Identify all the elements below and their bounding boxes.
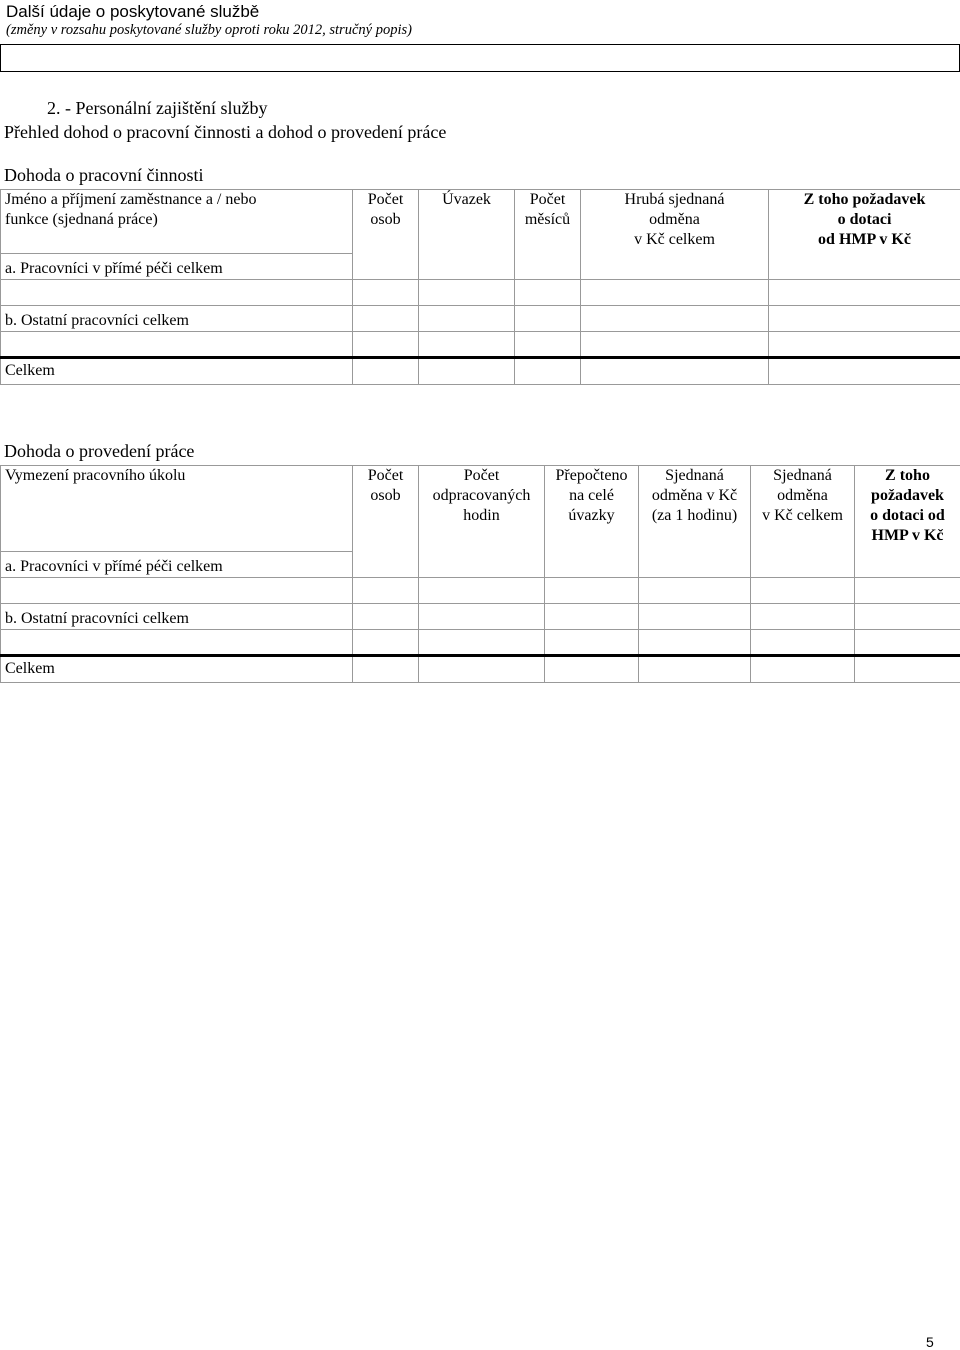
input-cell[interactable] xyxy=(581,358,769,385)
section-title: 2. - Personální zajištění služby xyxy=(47,98,267,119)
input-cell[interactable] xyxy=(855,578,960,604)
dpc-header-uvazek: Úvazek xyxy=(419,190,515,280)
input-cell[interactable] xyxy=(419,630,545,656)
input-cell[interactable] xyxy=(769,280,960,306)
dpc-header-request: Z toho požadavek o dotaci od HMP v Kč xyxy=(769,190,960,280)
input-cell[interactable] xyxy=(1,630,353,656)
dpp-header-total: Sjednaná odměna v Kč celkem xyxy=(751,466,855,578)
dpp-header-task: Vymezení pracovního úkolu xyxy=(1,466,353,552)
input-cell[interactable] xyxy=(353,332,419,358)
input-cell[interactable] xyxy=(545,578,639,604)
dpc-heading: Dohoda o pracovní činnosti xyxy=(4,165,203,186)
description-box[interactable] xyxy=(0,44,960,72)
input-cell[interactable] xyxy=(769,332,960,358)
input-cell[interactable] xyxy=(515,332,581,358)
input-cell[interactable] xyxy=(353,630,419,656)
dpc-table xyxy=(0,189,960,385)
dpc-row-a-label: a. Pracovníci v přímé péči celkem xyxy=(1,254,353,280)
dpc-row-total-label: Celkem xyxy=(1,358,353,385)
input-cell[interactable] xyxy=(581,332,769,358)
dpc-header-count: Počet osob xyxy=(353,190,419,280)
table-row xyxy=(1,280,960,306)
input-cell[interactable] xyxy=(751,656,855,683)
table-row xyxy=(1,578,960,604)
dpp-row-a-label: a. Pracovníci v přímé péči celkem xyxy=(1,552,353,578)
dpc-header-gross: Hrubá sjednaná odměna v Kč celkem xyxy=(581,190,769,280)
dpp-table xyxy=(0,465,960,683)
input-cell[interactable] xyxy=(515,358,581,385)
dpc-header-name: Jméno a příjmení zaměstnance a / nebo funkce (sjednaná práce) xyxy=(1,190,353,254)
input-cell[interactable] xyxy=(855,630,960,656)
table-row xyxy=(1,332,960,358)
dpp-row-total-label: Celkem xyxy=(1,656,353,683)
page-title: Další údaje o poskytované službě xyxy=(6,2,259,22)
input-cell[interactable] xyxy=(419,358,515,385)
input-cell[interactable] xyxy=(751,630,855,656)
input-cell[interactable] xyxy=(419,656,545,683)
dpp-heading: Dohoda o provedení práce xyxy=(4,441,194,462)
input-cell[interactable] xyxy=(639,656,751,683)
input-cell[interactable] xyxy=(751,578,855,604)
dpp-header-fte: Přepočteno na celé úvazky xyxy=(545,466,639,578)
section-subtitle: Přehled dohod o pracovní činnosti a dohod o provedení práce xyxy=(4,122,446,143)
input-cell[interactable] xyxy=(545,656,639,683)
input-cell[interactable] xyxy=(353,578,419,604)
input-cell[interactable] xyxy=(353,358,419,385)
table-row xyxy=(1,630,960,656)
input-cell[interactable] xyxy=(545,630,639,656)
dpp-row-b-label: b. Ostatní pracovníci celkem xyxy=(1,604,353,630)
dpp-header-rate: Sjednaná odměna v Kč (za 1 hodinu) xyxy=(639,466,751,578)
input-cell[interactable] xyxy=(1,332,353,358)
dpp-header-count: Počet osob xyxy=(353,466,419,578)
dpc-header-months: Počet měsíců xyxy=(515,190,581,280)
input-cell[interactable] xyxy=(581,280,769,306)
dpp-header-request: Z toho požadavek o dotaci od HMP v Kč xyxy=(855,466,960,578)
page-subtitle: (změny v rozsahu poskytované služby oproti roku 2012, stručný popis) xyxy=(6,22,412,39)
input-cell[interactable] xyxy=(855,656,960,683)
input-cell[interactable] xyxy=(419,332,515,358)
input-cell[interactable] xyxy=(419,280,515,306)
dpp-header-hours: Počet odpracovaných hodin xyxy=(419,466,545,578)
input-cell[interactable] xyxy=(639,578,751,604)
input-cell[interactable] xyxy=(769,358,960,385)
page-number: 5 xyxy=(926,1334,934,1350)
input-cell[interactable] xyxy=(353,280,419,306)
input-cell[interactable] xyxy=(639,630,751,656)
input-cell[interactable] xyxy=(515,280,581,306)
input-cell[interactable] xyxy=(1,578,353,604)
dpc-row-b-label: b. Ostatní pracovníci celkem xyxy=(1,306,353,332)
input-cell[interactable] xyxy=(419,578,545,604)
input-cell[interactable] xyxy=(1,280,353,306)
input-cell[interactable] xyxy=(353,656,419,683)
